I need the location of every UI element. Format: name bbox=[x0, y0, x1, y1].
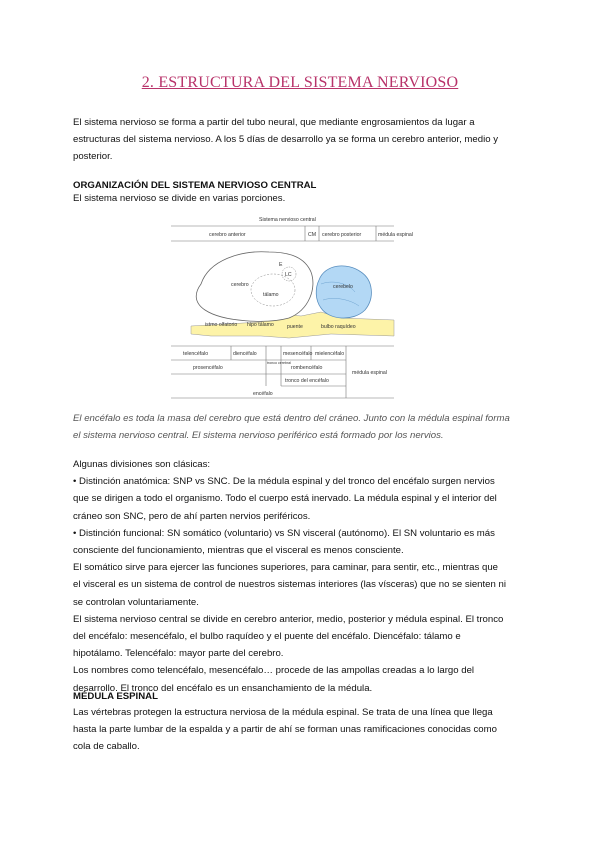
divisions-line: se controlan voluntariamente. bbox=[73, 596, 199, 608]
medula-paragraph bbox=[73, 704, 528, 756]
label-puente: puente bbox=[287, 324, 303, 330]
label-cm: CM bbox=[308, 232, 317, 238]
label-mielencefalo: mielencéfalo bbox=[315, 351, 345, 357]
divisions-line: Algunas divisiones son clásicas: bbox=[73, 459, 211, 470]
intro-line: estructuras del sistema nervioso. A los 5 días de desarrollo ya se forma un cerebro anterior, medio y bbox=[73, 134, 499, 146]
caption-line: el sistema nervioso central. El sistema nervioso periférico está formado por los nervios. bbox=[73, 430, 444, 442]
label-e: E bbox=[279, 262, 283, 268]
figure-caption bbox=[73, 410, 528, 444]
section-heading-medula: MÉDULA ESPINAL bbox=[73, 691, 158, 702]
medula-line: hasta la parte lumbar de la espalda y a partir de ahí se forman unas ramificaciones conocidas como bbox=[73, 724, 497, 736]
divisions-line: del encéfalo: mesencéfalo, el bulbo raquídeo y el puente del encéfalo. Diencéfalo: tálamo e bbox=[73, 631, 461, 643]
label-bulbo: bulbo raquídeo bbox=[321, 324, 356, 330]
divisions-line: cráneo son SNC, pero de ahí parten nervios periféricos. bbox=[73, 510, 311, 522]
label-lc: LC bbox=[285, 272, 292, 278]
divisions-line: que se dirigen a todo el organismo. Todo el cuerpo está inervado. La médula espinal y el interior del bbox=[73, 493, 497, 505]
intro-line: El sistema nervioso se forma a partir del tubo neural, que mediante engrosamientos da lugar a bbox=[73, 117, 475, 128]
section-heading-organizacion: ORGANIZACIÓN DEL SISTEMA NERVIOSO CENTRAL bbox=[73, 180, 317, 191]
intro-line: posterior. bbox=[73, 151, 113, 163]
nervous-system-diagram bbox=[171, 214, 413, 400]
subtext-line: El sistema nervioso se divide en varias porciones. bbox=[73, 193, 286, 204]
divisions-line: El somático sirve para ejercer las funciones superiores, para caminar, para sentir, etc., mientras que bbox=[73, 562, 498, 574]
divisions-line: consciente del funcionamiento, mientras que el visceral es menos consciente. bbox=[73, 545, 404, 557]
label-cerebelo: cerebelo bbox=[333, 284, 353, 290]
divisions-line: • Distinción funcional: SN somático (voluntario) vs SN visceral (autónomo). El SN voluntario es más bbox=[73, 527, 495, 539]
divisions-line: desarrollo. El tronco del encéfalo es un ensanchamiento de la médula. bbox=[73, 682, 373, 694]
divisions-line: El sistema nervioso central se divide en cerebro anterior, medio, posterior y médula espinal. El tronco bbox=[73, 613, 504, 625]
diagram-header: Sistema nervioso central bbox=[259, 217, 316, 223]
medula-line: Las vértebras protegen la estructura nerviosa de la médula espinal. Se trata de una línea que llega bbox=[73, 707, 493, 718]
divisions-line: Los nombres como telencéfalo, mesencéfalo… procede de las ampollas creadas a lo largo del bbox=[73, 665, 475, 677]
divisions-paragraph bbox=[73, 456, 528, 697]
divisions-line: el visceral es un sistema de control de nuestros sistemas interiores (las vísceras) que no se sienten ni bbox=[73, 579, 506, 591]
label-mesencefalo: mesencéfalo bbox=[283, 351, 313, 357]
label-talamo: tálamo bbox=[263, 292, 279, 298]
label-tronco-cerebral: tronco cerebral bbox=[267, 361, 291, 365]
label-diencefalo: diencéfalo bbox=[233, 351, 257, 357]
label-istmo: istmo olfatorio bbox=[205, 322, 238, 328]
medula-line: cola de caballo. bbox=[73, 741, 140, 753]
label-rombencefalo: rombencéfalo bbox=[291, 365, 323, 371]
label-cerebro-anterior: cerebro anterior bbox=[209, 232, 246, 238]
divisions-line: hipotálamo. Telencéfalo: mayor parte del cerebro. bbox=[73, 648, 284, 660]
divisions-line: • Distinción anatómica: SNP vs SNC. De la médula espinal y del tronco del encéfalo surgen nervios bbox=[73, 476, 495, 488]
label-medula-top: médula espinal bbox=[378, 232, 413, 238]
label-cerebro-posterior: cerebro posterior bbox=[322, 232, 362, 238]
section-subtext bbox=[73, 190, 528, 207]
label-tronco-encefalo: tronco del encéfalo bbox=[285, 378, 329, 384]
caption-line: El encéfalo es toda la masa del cerebro que está dentro del cráneo. Junto con la médula espinal forma bbox=[73, 413, 510, 424]
page-title: 2. ESTRUCTURA DEL SISTEMA NERVIOSO bbox=[141, 74, 459, 91]
intro-paragraph bbox=[73, 114, 528, 166]
label-hipotalamo: hipo tálamo bbox=[247, 322, 274, 328]
label-medula-bottom: médula espinal bbox=[352, 370, 387, 376]
label-prosencefalo: prosencéfalo bbox=[193, 365, 223, 371]
label-telencefalo: telencéfalo bbox=[183, 351, 209, 357]
label-encefalo: encéfalo bbox=[253, 391, 273, 397]
label-cerebro: cerebro bbox=[231, 282, 249, 288]
